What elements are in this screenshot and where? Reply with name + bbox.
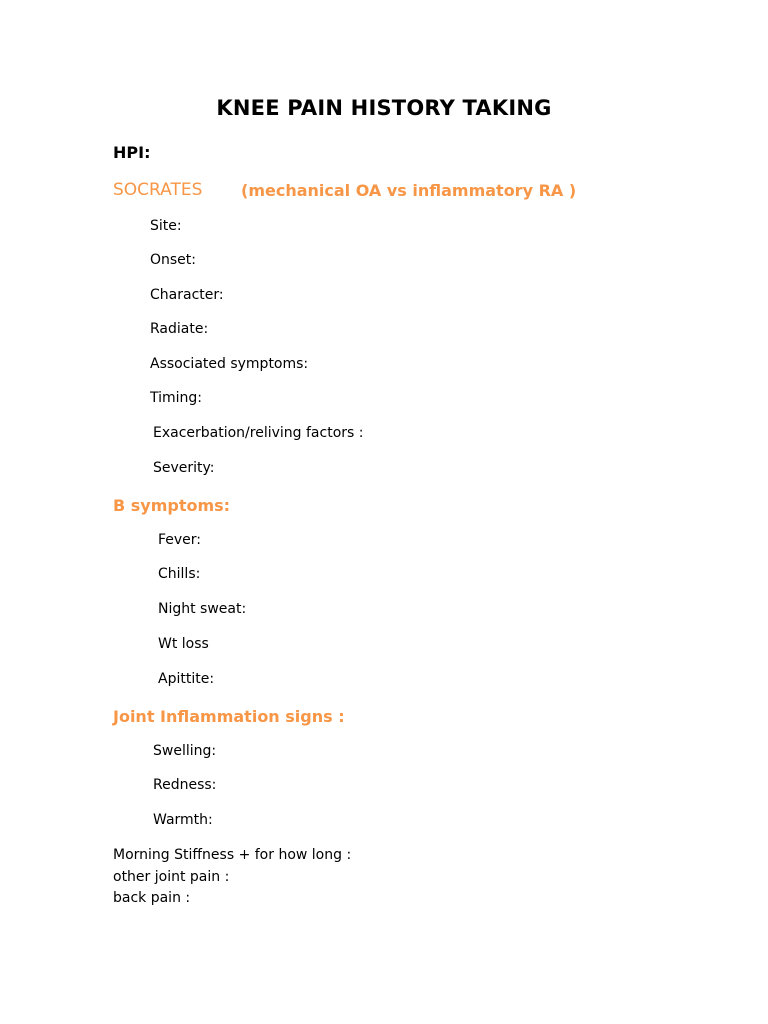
b-symptom-fever: Fever: [158,532,202,548]
socrates-item-associated-symptoms: Associated symptoms: [150,356,309,372]
b-symptom-chills: Chills: [158,566,201,582]
b-symptom-apittite: Apittite: [158,671,215,687]
socrates-heading: SOCRATES [113,180,203,200]
joint-sign-redness: Redness: [153,777,217,793]
joint-sign-swelling: Swelling: [153,743,217,759]
socrates-item-timing: Timing: [150,390,203,406]
socrates-subheading: (mechanical OA vs inflammatory RA ) [241,181,577,200]
hpi-label: HPI: [113,143,151,162]
socrates-item-exacerbation: Exacerbation/reliving factors : [153,425,364,441]
joint-inflammation-heading: Joint Inflammation signs : [113,707,345,726]
socrates-item-onset: Onset: [150,252,197,268]
socrates-item-character: Character: [150,287,224,303]
socrates-item-severity: Severity: [153,460,215,476]
back-pain-line: back pain : [113,890,191,906]
b-symptom-night-sweat: Night sweat: [158,601,247,617]
socrates-item-site: Site: [150,218,182,234]
b-symptoms-heading: B symptoms: [113,496,231,515]
b-symptom-wt-loss: Wt loss [158,636,209,652]
joint-sign-warmth: Warmth: [153,812,213,828]
other-joint-pain-line: other joint pain : [113,869,230,885]
socrates-item-radiate: Radiate: [150,321,209,337]
morning-stiffness-line: Morning Stiffness + for how long : [113,847,352,863]
document-title: KNEE PAIN HISTORY TAKING [216,96,552,120]
